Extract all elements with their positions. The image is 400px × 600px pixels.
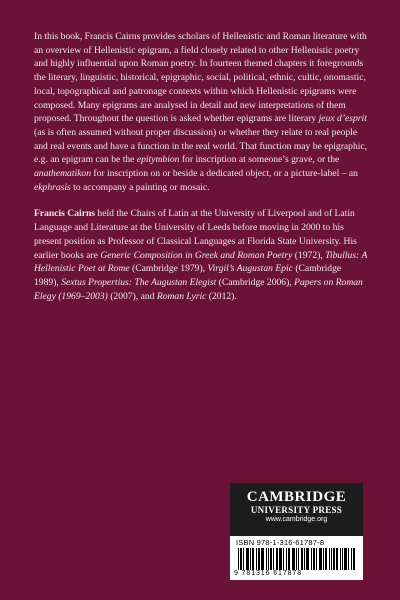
p2-run-2: Generic Composition in Greek and Roman Poetry — [100, 249, 293, 261]
barcode-box — [230, 536, 363, 580]
barcode-digits: 9 781316 617878 — [234, 570, 302, 577]
p1-run-6: for inscription on or beside a dedicated object, or a picture-label – an — [91, 168, 358, 180]
back-cover-blurb — [34, 30, 368, 316]
p2-run-0: Francis Cairns — [34, 208, 96, 220]
publisher-logo-box — [230, 483, 363, 536]
publisher-url: www.cambridge.org — [265, 516, 328, 523]
p2-run-12: Roman Lyric — [156, 290, 207, 302]
publisher-subtitle: UNIVERSITY PRESS — [250, 505, 343, 515]
p1-run-3: epitymbion — [136, 154, 180, 166]
p2-run-7: (Cambridge 1989), — [34, 263, 342, 288]
p1-run-4: for inscription at someone’s grave, or the — [179, 154, 340, 166]
book-description — [34, 30, 368, 194]
isbn-label: ISBN 978-1-316-61787-8 — [236, 538, 325, 547]
p1-run-7: ekphrasis — [34, 181, 71, 193]
p1-run-2: (as is often assumed without proper discussion) or whether they relate to real people and real events and have a function in the real world. That function may be epigraphic, e.g. an epigram can be the — [34, 126, 368, 166]
publisher-name: CAMBRIDGE — [246, 489, 347, 505]
p2-run-8: Sextus Propertius: The Augustan Elegist — [61, 276, 217, 288]
p2-run-10: Papers on Roman Elegy (1969–2003) — [34, 276, 363, 302]
p2-run-1: held the Chairs of Latin at the University of Liverpool and of Latin Language and Literature at the University of Leeds before moving in 2000 to his present position as Professor of Classical Languages at Florida State University. His earlier books are — [34, 208, 357, 261]
p2-run-5: (Cambridge 1979), — [129, 263, 208, 275]
p2-run-4: Tibullus: A Hellenistic Poet at Rome — [34, 249, 368, 275]
p1-run-1: jeux d’esprit — [318, 113, 367, 125]
p1-run-8: to accompany a painting or mosaic. — [70, 181, 210, 193]
p2-run-13: (2012). — [206, 290, 237, 302]
p2-run-3: (1972), — [292, 249, 326, 261]
p2-run-11: (2007), and — [107, 290, 157, 302]
barcode-icon — [238, 548, 355, 570]
author-bio — [34, 207, 368, 303]
p2-run-9: (Cambridge 2006), — [216, 276, 295, 288]
p1-run-5: anathematikon — [34, 168, 92, 180]
p2-run-6: Virgil’s Augustan Epic — [207, 263, 293, 275]
p1-run-0: In this book, Francis Cairns provides scholars of Hellenistic and Roman literature with an overview of Hellenistic epigram, a field closely related to other Hellenistic poetry and highly influential upon Roman poetry. In fourteen themed chapters it foregrounds the literary, linguistic, historical, epigraphic, social, political, ethnic, cultic, onomastic, local, topographical and patronage contexts within which Hellenistic epigrams were composed. Many epigrams are analysed in detail and new interpretations of them proposed. Throughout the question is asked whether epigrams are literary — [34, 31, 367, 125]
